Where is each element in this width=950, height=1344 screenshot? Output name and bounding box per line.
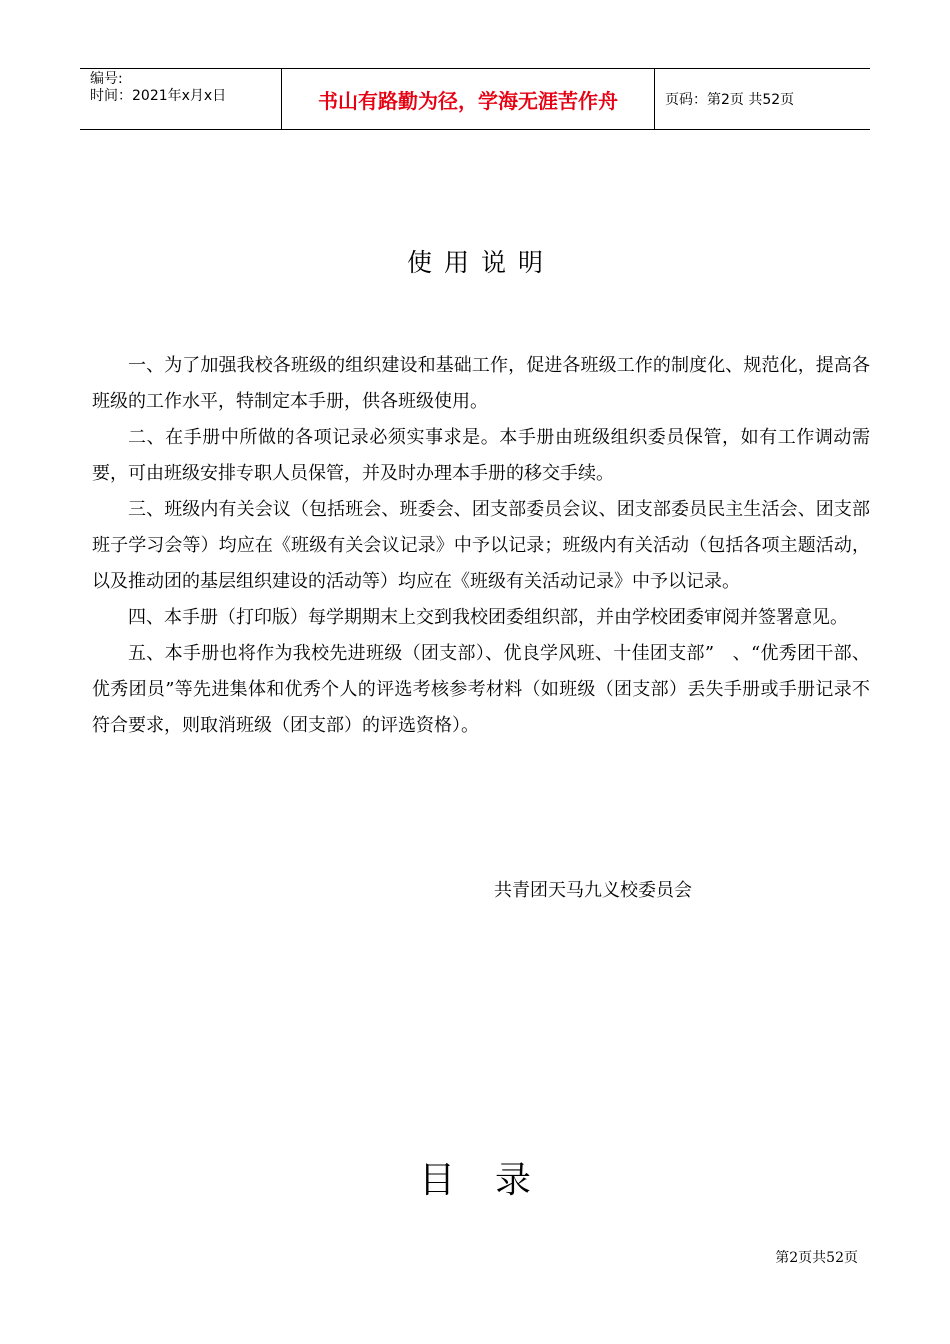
instructions-body <box>92 348 870 744</box>
paragraph: 一、为了加强我校各班级的组织建设和基础工作，促进各班级工作的制度化、规范化，提高各班级的工作水平，特制定本手册，供各班级使用。 <box>92 355 870 412</box>
paragraph: 二、在手册中所做的各项记录必须实事求是。本手册由班级组织委员保管，如有工作调动需要，可由班级安排专职人员保管，并及时办理本手册的移交手续。 <box>92 427 870 484</box>
signature: 共青团天马九义校委员会 <box>494 880 692 901</box>
page-header <box>80 68 870 130</box>
page-footer: 第2页共52页 <box>775 1250 858 1266</box>
document-number-label: 编号: <box>90 71 123 87</box>
document-time: 时间：2021年x月x日 <box>90 88 227 104</box>
header-page-info: 页码：第2页 共52页 <box>665 92 795 108</box>
toc-title: 目录 <box>418 1160 571 1201</box>
document-title: 使用说明 <box>406 248 555 277</box>
paragraph: 五、本手册也将作为我校先进班级（团支部）、优良学风班、十佳团支部” 、“优秀团干部、优秀团员”等先进集体和优秀个人的评选考核参考材料（如班级（团支部）丢失手册或手册记录不符合要求，则取消班级（团支部）的评选资格）。 <box>92 643 870 736</box>
header-meta <box>80 69 282 129</box>
header-motto: 书山有路勤为径，学海无涯苦作舟 <box>282 69 655 129</box>
paragraph: 三、班级内有关会议（包括班会、班委会、团支部委员会议、团支部委员民主生活会、团支部班子学习会等）均应在《班级有关会议记录》中予以记录；班级内有关活动（包括各项主题活动，以及推动团的基层组织建设的活动等）均应在《班级有关活动记录》中予以记录。 <box>92 499 870 592</box>
paragraph: 四、本手册（打印版）每学期期末上交到我校团委组织部，并由学校团委审阅并签署意见。 <box>128 607 848 628</box>
